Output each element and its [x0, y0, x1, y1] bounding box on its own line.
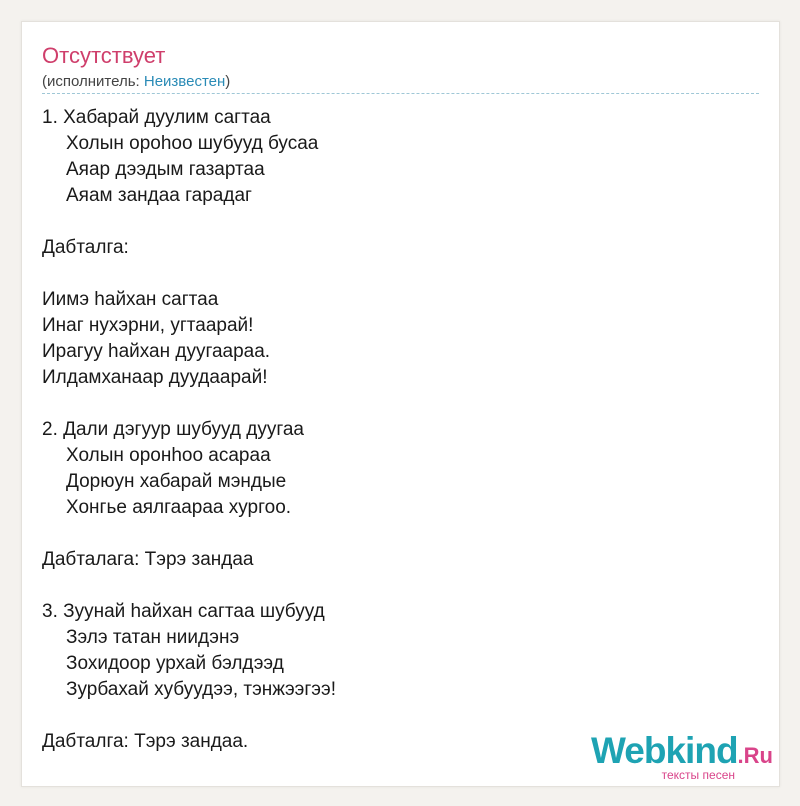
lyric-line: Дабталага: Тэрэ зандаа: [42, 549, 254, 570]
lyric-line: Зэлэ татан ниидэнэ: [66, 627, 240, 648]
lyric-line: Иимэ hайхан сагтаа: [42, 289, 219, 310]
artist-link[interactable]: Неизвестен: [143, 73, 226, 90]
header-divider: [42, 93, 759, 94]
lyric-blank-line: [42, 391, 759, 417]
lyric-blank-line: [42, 209, 759, 235]
song-title: Отсутствует: [42, 43, 166, 68]
artist-prefix: (исполнитель:: [42, 73, 144, 90]
lyric-line: Холын оронhoo асараа: [66, 445, 271, 466]
lyric-line: Зохидоор урхай бэлдээд: [66, 653, 284, 674]
lyric-blank-line: [42, 573, 759, 599]
lyric-line: Хонгье аялгаараа хургоо.: [66, 497, 292, 518]
lyric-line: 1. Хабарай дуулим сагтаа: [42, 107, 271, 128]
logo-tagline: тексты песен: [661, 768, 735, 782]
lyric-line: Холын орohoo шубууд бусаа: [66, 133, 319, 154]
lyric-line: Илдамханаар дуудаарай!: [42, 367, 268, 388]
lyric-line: Дабталга:: [42, 237, 129, 258]
lyric-line: 3. Зуунай hайхан сагтаа шубууд: [42, 601, 325, 622]
lyric-line: Зурбахай хубуудээ, тэнжээгээ!: [66, 679, 336, 700]
lyric-line: 2. Дали дэгуур шубууд дуугаа: [42, 419, 304, 440]
lyric-line: Дабталга: Тэрэ зандаа.: [42, 731, 249, 752]
lyric-line: Аяам зандаа гарадаг: [66, 185, 252, 206]
artist-suffix: ): [225, 73, 231, 90]
lyric-blank-line: [42, 261, 759, 287]
lyric-line: Дорюун хабарай мэндые: [66, 471, 287, 492]
lyrics-text: [42, 105, 759, 755]
lyrics-card: [21, 21, 780, 787]
site-logo[interactable]: [591, 731, 773, 782]
logo-name: Webkind: [591, 730, 738, 771]
lyric-line: Инаг нухэрни, угтаарай!: [42, 315, 254, 336]
logo-domain: .Ru: [737, 743, 773, 768]
lyric-line: Аяар дээдым газартаа: [66, 159, 265, 180]
lyric-blank-line: [42, 703, 759, 729]
lyric-blank-line: [42, 521, 759, 547]
artist-line: [42, 73, 230, 90]
lyric-line: Ирагуу hайхан дуугаараа.: [42, 341, 271, 362]
